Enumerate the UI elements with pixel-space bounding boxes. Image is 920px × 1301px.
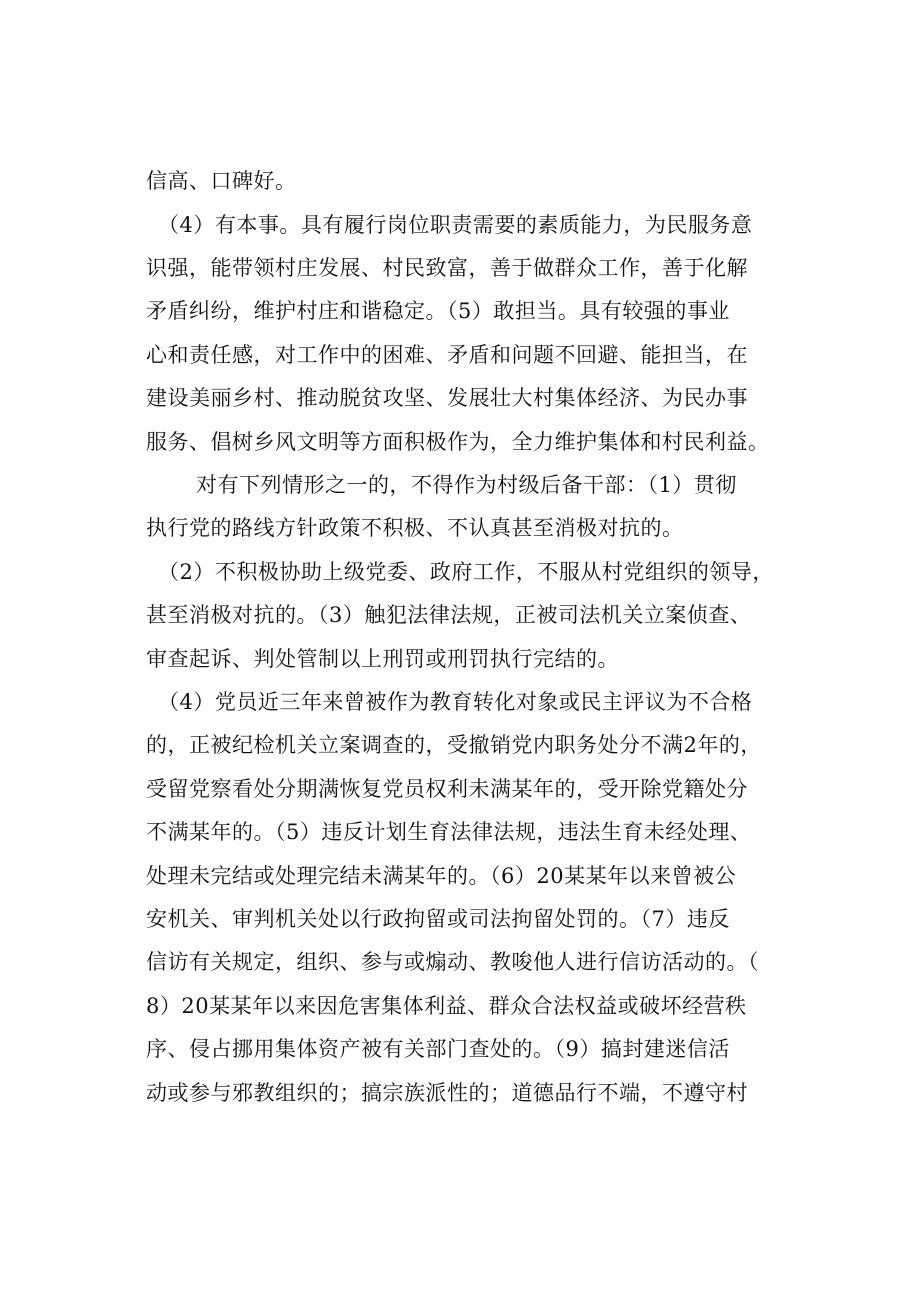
text-line: 不满某年的。（5）违反计划生育法律法规，违法生育未经处理、 — [146, 820, 752, 844]
text-line: 的，正被纪检机关立案调查的，受撤销党内职务处分不满2年的， — [146, 733, 762, 757]
text-line: 执行党的路线方针政策不积极、不认真甚至消极对抗的。 — [146, 516, 684, 540]
text-line: （4）党员近三年来曾被作为教育转化对象或民主评议为不合格 — [158, 690, 753, 714]
text-line: 信高、口碑好。 — [146, 169, 297, 193]
text-line: 信访有关规定，组织、参与或煽动、教唆他人进行信访活动的。（ — [146, 950, 759, 974]
text-line: 审查起诉、判处管制以上刑罚或刑罚执行完结的。 — [146, 647, 619, 671]
text-line: （4）有本事。具有履行岗位职责需要的素质能力，为民服务意 — [158, 213, 753, 237]
text-line: （2）不积极协助上级党委、政府工作，不服从村党组织的领导， — [158, 560, 774, 584]
text-line: 安机关、审判机关处以行政拘留或司法拘留处罚的。（7）违反 — [146, 907, 730, 931]
text-line: 8）20某某年以来因危害集体利益、群众合法权益或破坏经营秩 — [146, 994, 747, 1018]
text-line: 序、侵占挪用集体资产被有关部门查处的。（9）搞封建迷信活 — [146, 1037, 730, 1061]
text-line: 建设美丽乡村、推动脱贫攻坚、发展壮大村集体经济、为民办事 — [146, 386, 748, 410]
text-line: 识强，能带领村庄发展、村民致富，善于做群众工作，善于化解 — [146, 256, 748, 280]
text-line: 甚至消极对抗的。（3）触犯法律法规，正被司法机关立案侦查、 — [146, 603, 752, 627]
text-line: 矛盾纠纷，维护村庄和谐稳定。（5）敢担当。具有较强的事业 — [146, 299, 730, 323]
text-line: 动或参与邪教组织的；搞宗族派性的；道德品行不端，不遵守村 — [146, 1081, 748, 1105]
text-line: 对有下列情形之一的，不得作为村级后备干部：（1）贯彻 — [196, 473, 737, 497]
text-line: 处理未完结或处理完结未满某年的。（6）20某某年以来曾被公 — [146, 864, 737, 888]
text-line: 服务、倡树乡风文明等方面积极作为，全力维护集体和村民利益。 — [146, 430, 770, 454]
text-line: 心和责任感，对工作中的困难、矛盾和问题不回避、能担当，在 — [146, 343, 748, 367]
text-line: 受留党察看处分期满恢复党员权利未满某年的，受开除党籍处分 — [146, 777, 748, 801]
